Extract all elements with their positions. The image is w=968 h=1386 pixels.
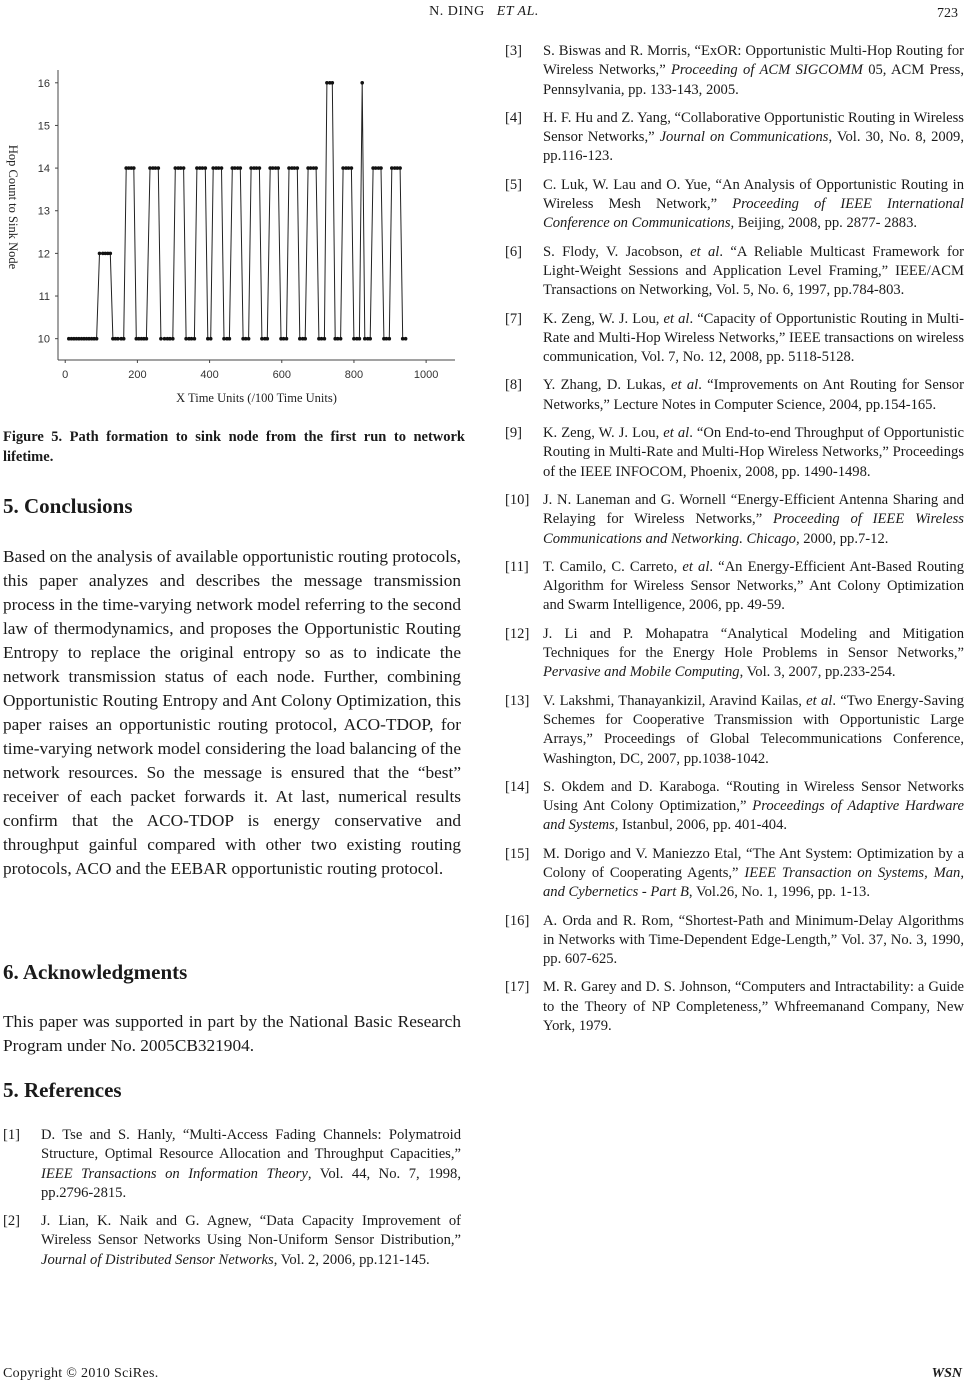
reference-venue: Proceeding of IEEE International Conference on Communications, [543,196,964,232]
y-tick-label: 10 [37,333,50,346]
data-point [358,337,362,341]
reference-number: [13] [505,692,530,709]
reference-text: T. Camilo, C. Carreto, [543,558,683,575]
data-point [379,166,383,170]
reference-venue: et al [663,310,690,327]
acknowledgments-heading: 6. Acknowledgments [3,960,188,984]
data-point [159,337,163,341]
reference-number: [11] [505,558,529,575]
reference-item [3,1212,461,1270]
reference-text: K. Zeng, W. J. Lou, [543,425,664,442]
reference-text: K. Zeng, W. J. Lou, [543,310,664,327]
reference-item [505,243,964,301]
reference-number: [4] [505,109,523,126]
data-point [303,337,307,341]
reference-item [505,845,964,903]
reference-details: . “A Reliable Multicast Framework for Light-Weight Sessions and Application Level Framing,” IEEE/ACM Transactions on Networking, Vol. 5, No. 6, 1997, pp.784-803. [543,243,964,299]
data-point [360,81,364,85]
data-point [314,166,318,170]
journal-abbrev: WSN [931,1366,962,1381]
y-axis-label: Hop Count to Sink Node [6,144,20,270]
references-right-column [505,42,964,1045]
data-point [209,337,213,341]
data-point [276,166,280,170]
references-left-column [3,1126,461,1279]
x-tick-label: 0 [62,369,69,381]
y-tick-label: 15 [37,120,50,133]
reference-details: 2000, pp.7-12. [799,530,889,547]
reference-number: [6] [505,243,523,260]
x-tick-label: 600 [272,369,291,381]
reference-text: S. Biswas and R. Morris, “ExOR: Opportunistic Multi-Hop Routing for Wireless Networks,” [543,43,964,79]
series-line [69,83,406,339]
page-number: 723 [937,6,958,21]
reference-number: [5] [505,176,523,193]
header-author: N. DING [429,4,485,19]
reference-details: . “Capacity of Opportunistic Routing in Multi-Rate and Multi-Hop Wireless Networks,” IEEE transactions on wireless communication, Vol. 7, No. 12, 2008, pp. 5118-5128. [543,310,964,366]
reference-venue: IEEE Transaction on Systems, Man, and Cybernetics - Part B [543,864,964,901]
data-point [368,337,372,341]
reference-item [505,978,964,1036]
reference-venue: Proceeding of IEEE Wireless Communications and Networking. Chicago, [543,511,964,547]
reference-item [505,42,964,100]
y-tick-label: 16 [37,77,50,90]
reference-venue: IEEE Transactions on Information Theory [41,1165,308,1182]
reference-text: J. N. Laneman and G. Wornell “Energy-Efficient Antenna Sharing and Relaying for Wireless Networks,” [543,491,964,528]
reference-text: M. R. Garey and D. S. Johnson, “Computers and Intractability: a Guide to the Theory of NP Completeness,” Whfreemanand Company, New York, 1979. [543,979,964,1035]
x-tick-label: 800 [344,369,364,381]
reference-details: Beijing, 2008, pp. 2877- 2883. [734,215,918,232]
data-point [404,337,408,341]
data-point [228,337,232,341]
reference-item [505,692,964,769]
references-heading: 5. References [3,1078,122,1102]
reference-number: [2] [3,1213,21,1230]
data-point [388,337,392,341]
reference-item [505,625,964,683]
reference-text: V. Lakshmi, Thanayankizil, Aravind Kailas, [543,692,807,709]
reference-text: C. Luk, W. Lau and O. Yue, “An Analysis of Opportunistic Routing in Wireless Mesh Network,” [543,176,964,213]
figure-caption: Figure 5. Path formation to sink node from the first run to network lifetime. [3,429,465,465]
y-tick-label: 13 [37,205,50,218]
reference-number: [14] [505,778,530,795]
data-point [116,337,120,341]
reference-number: [15] [505,845,530,862]
data-point [193,337,197,341]
y-tick-label: 12 [37,248,50,261]
reference-text: S. Okdem and D. Karaboga. “Routing in Wireless Sensor Networks Using Ant Colony Optimization,” [543,778,964,815]
data-point [220,166,224,170]
reference-number: [16] [505,912,530,929]
reference-text: J. Li and P. Mohapatra “Analytical Modeling and Mitigation Techniques for the Energy Hole Problems in Sensor Networks,” [543,625,964,662]
reference-venue: Proceeding of ACM SIGCOMM [671,62,863,79]
reference-item [505,109,964,167]
data-point [266,337,270,341]
conclusions-text: Based on the analysis of available opportunistic routing protocols, this paper analyzes and describes the message transmission process in the time-varying network model referring to the second law of thermodynamics, and proposes the Opportunistic Routing Entropy to replace the original entropy so as to indicate the network transmission status of each node. Further, combining Opportunistic Routing Entropy and Ant Colony Optimization, this paper raises an opportunistic routing protocol, ACO-TDOP, for time-varying network model considering the load balancing of the network resources. So the message is ensured that the “best” receiver of each packet forwards it. At last, numerical results confirm that the ACO-TDOP is energy conservative and throughput gainful compared with other two existing routing protocols, ACO and the EEBAR opportunistic routing protocol. [3,547,461,878]
conclusions-heading: 5. Conclusions [3,494,133,518]
data-point [323,337,327,341]
y-tick-label: 14 [37,163,50,176]
reference-details: , Vol. 30, No. 8, 2009, pp.116-123. [543,129,964,165]
reference-text: A. Orda and R. Rom, “Shortest-Path and Minimum-Delay Algorithms in Networks with Time-Dependent Edge-Length,” Vol. 37, No. 3, 1990, pp. 607-625. [543,912,964,968]
reference-number: [9] [505,425,523,442]
reference-number: [7] [505,310,523,327]
reference-venue: Journal of Distributed Sensor Networks [41,1251,274,1268]
reference-venue: et al [682,558,710,575]
reference-venue: Pervasive and Mobile Computing [543,664,740,681]
reference-item [505,558,964,616]
reference-details: , Vol. 3, 2007, pp.233-254. [739,664,896,681]
reference-details: 05, ACM Press, Pennsylvania, pp. 133-143, 2005. [543,62,964,98]
acknowledgments-text: This paper was supported in part by the National Basic Research Program under No. 2005CB321904. [3,1012,461,1055]
x-axis-label: X Time Units (/100 Time Units) [176,391,337,405]
reference-number: [3] [505,43,523,59]
x-tick-label: 200 [128,369,147,381]
data-point [122,337,126,341]
reference-details: . “Two Energy-Saving Schemes for Cooperative Transmission with Opportunistic Large Arrays,” Proceedings of Global Telecommunications Conference, Washington, DC, 2007, pp.1038-1042. [543,692,964,767]
reference-text: J. Lian, K. Naik and G. Agnew, “Data Capacity Improvement of Wireless Sensor Networks Using Non-Uniform Sensor Distribution,” [41,1213,461,1249]
reference-text: H. F. Hu and Z. Yang, “Collaborative Opportunistic Routing in Wireless Sensor Networks,” [543,109,964,146]
data-point [182,166,186,170]
data-point [258,166,262,170]
reference-item [505,310,964,368]
reference-details: , Vol. 44, No. 7, 1998, pp.2796-2815. [41,1165,462,1201]
data-point [145,337,149,341]
reference-item [505,376,964,415]
reference-number: [17] [505,979,530,996]
data-point [204,166,208,170]
reference-text: M. Dorigo and V. Maniezzo Etal, “The Ant System: Optimization by a Colony of Cooperating Agents,” [543,845,964,881]
data-point [398,166,402,170]
reference-item [505,424,964,482]
data-point [95,337,99,341]
reference-details: Istanbul, 2006, pp. 401-404. [618,817,788,834]
reference-item [505,176,964,234]
x-tick-label: 1000 [413,369,439,381]
data-point [285,337,289,341]
reference-number: [10] [505,491,530,508]
running-header [0,4,968,20]
data-point [132,166,136,170]
reference-text: S. Flody, V. Jacobson, [543,243,691,260]
reference-venue: Proceedings of Adaptive Hardware and Systems, [543,798,964,834]
data-point [109,252,113,256]
reference-text: D. Tse and S. Hanly, “Multi-Access Fading Channels: Polymatroid Structure, Optimal Resource Allocation and Throughput Capacities,” [41,1127,461,1163]
reference-venue: Journal on Communications [659,129,829,146]
data-point [247,337,251,341]
data-point [171,337,175,341]
reference-item [3,1126,461,1203]
reference-details: , Vol. 2, 2006, pp.121-145. [273,1251,430,1268]
data-point [350,166,354,170]
reference-venue: et al [663,425,690,442]
reference-number: [12] [505,625,530,642]
data-point [296,166,300,170]
data-point [98,252,102,256]
reference-item [505,912,964,970]
data-point [331,81,335,85]
y-tick-label: 11 [38,291,50,304]
reference-venue: et al [690,243,720,260]
header-et-al: ET AL. [496,4,539,19]
x-tick-label: 400 [200,369,219,381]
reference-details: . “Improvements on Ant Routing for Sensor Networks,” Lecture Notes in Computer Science, 2004, pp.154-165. [543,377,964,413]
hop-count-chart [0,60,470,410]
reference-number: [1] [3,1127,21,1143]
reference-details: . “An Energy-Efficient Ant-Based Routing Algorithm for Wireless Sensor Networks,” Ant Colony Optimization and Swarm Intelligence, 2006, pp. 49-59. [543,558,964,614]
data-point [339,337,343,341]
reference-item [505,491,964,549]
data-point [157,166,161,170]
copyright: Copyright © 2010 SciRes. [3,1366,159,1381]
reference-item [505,778,964,836]
reference-number: [8] [505,377,523,394]
reference-venue: et al [671,377,699,394]
reference-text: Y. Zhang, D. Lukas, [543,377,671,394]
reference-details: . “On End-to-end Throughput of Opportunistic Routing in Multi-Rate and Multi-Hop Wireless Networks,” Proceedings of the IEEE INFOCOM, Phoenix, 2008, pp. 1490-1498. [543,425,964,480]
reference-venue: et al [806,692,833,709]
reference-details: , Vol.26, No. 1, 1996, pp. 1-13. [688,884,871,901]
data-point [239,166,243,170]
